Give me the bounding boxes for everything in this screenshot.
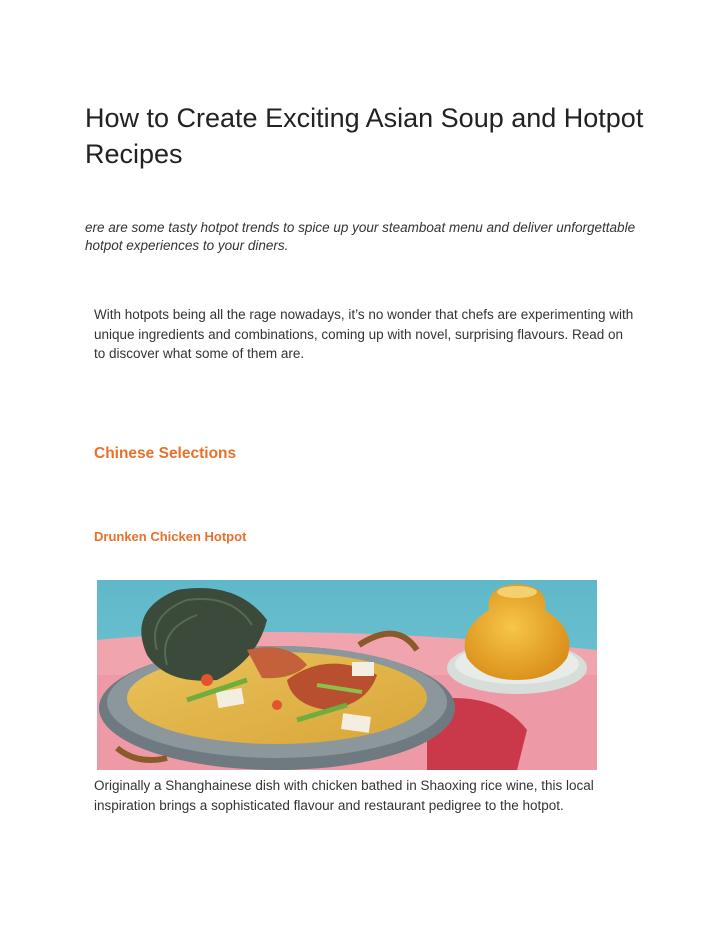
hotpot-photo <box>97 580 597 770</box>
page-title: How to Create Exciting Asian Soup and Hotpot Recipes <box>85 103 644 169</box>
article-subtitle: ere are some tasty hotpot trends to spice up your steamboat menu and deliver unforgettable hotpot experiences to your diners. <box>85 220 636 253</box>
section-heading: Chinese Selections <box>94 445 237 462</box>
photo-caption: Originally a Shanghainese dish with chicken bathed in Shaoxing rice wine, this local inspiration brings a sophisticated flavour and restaurant pedigree to the hotpot. <box>94 778 594 813</box>
intro-paragraph: With hotpots being all the rage nowadays, it’s no wonder that chefs are experimenting with unique ingredients and combinations, coming up with novel, surprising flavours. Read on to discover what some of them are. <box>94 307 634 361</box>
dish-heading: Drunken Chicken Hotpot <box>94 529 247 544</box>
